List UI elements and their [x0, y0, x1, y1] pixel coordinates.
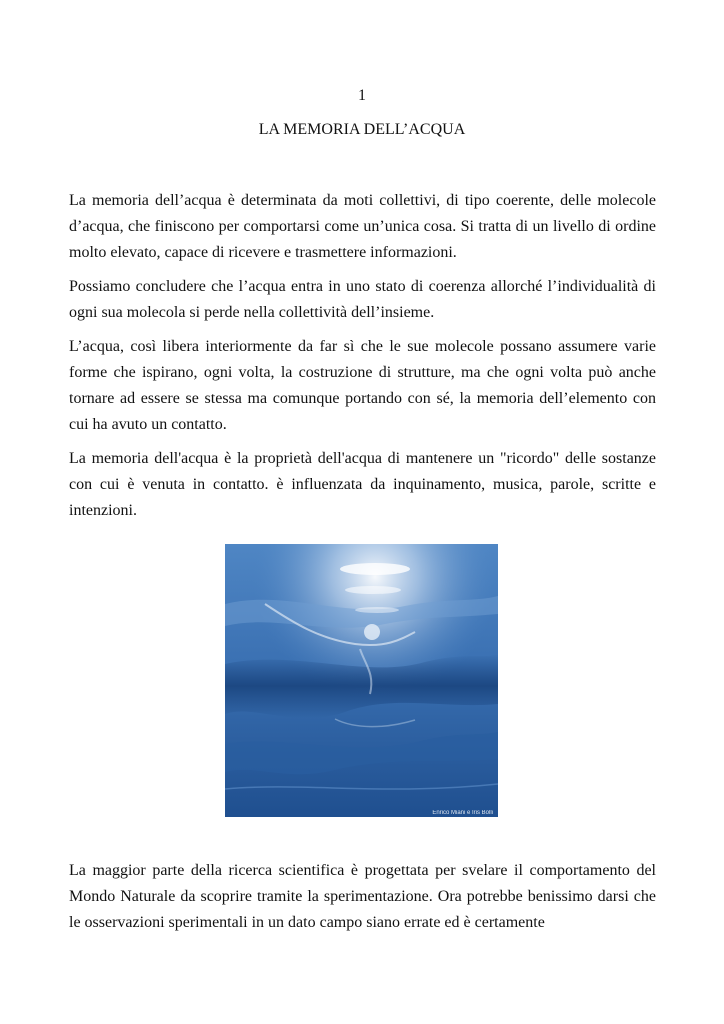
water-image: [225, 544, 498, 817]
paragraph: Possiamo concludere che l’acqua entra in uno stato di coerenza allorché l’individualità di ogni sua molecola si perde nella collettività dell’insieme.: [69, 278, 656, 321]
body-text-continued: [69, 858, 656, 944]
paragraph: La memoria dell'acqua è la proprietà dell'acqua di mantenere un "ricordo" delle sostanze con cui è venuta in contatto. è influenzata da inquinamento, musica, parole, scritte e intenzioni.: [69, 450, 656, 519]
page-number: [0, 87, 724, 105]
paragraph: La memoria dell’acqua è determinata da moti collettivi, di tipo coerente, delle molecole d’acqua, che finiscono per comportarsi come un’unica cosa. Si tratta di un livello di ordine molto elevato, capace di ricevere e trasmettere informazioni.: [69, 192, 656, 261]
paragraph: La maggior parte della ricerca scientifica è progettata per svelare il comportamento del Mondo Naturale da scoprire tramite la sperimentazione. Ora potrebbe benissimo darsi che le osservazioni sperimentali in un dato campo siano errate ed è certamente: [69, 862, 656, 931]
page-number-text: 1: [358, 87, 366, 104]
body-text: [69, 188, 656, 532]
page-title: LA MEMORIA DELL’ACQUA: [258, 121, 466, 138]
paragraph: L’acqua, così libera interiormente da far sì che le sue molecole possano assumere varie forme che ispirano, ogni volta, la costruzione di strutture, ma che ogni volta può anche tornare ad essere se stessa ma comunque portando con sé, la memoria dell’elemento con cui ha avuto un contatto.: [69, 338, 656, 433]
image-watermark: Enrico Miani e Iris Bolli: [432, 810, 493, 816]
